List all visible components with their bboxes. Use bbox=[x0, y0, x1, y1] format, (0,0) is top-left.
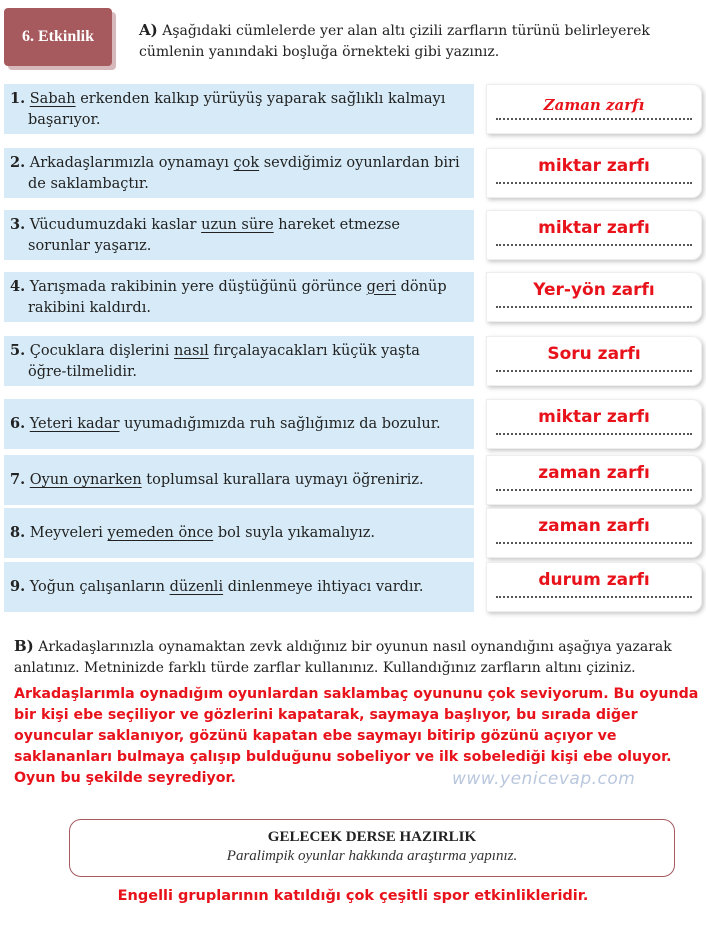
underlined-adverb: çok bbox=[233, 154, 260, 171]
underlined-adverb: geri bbox=[366, 278, 397, 295]
question-text bbox=[10, 413, 441, 435]
question-number: 1. bbox=[10, 89, 26, 107]
underlined-adverb: düzenli bbox=[169, 579, 224, 595]
question-box bbox=[4, 272, 474, 322]
question-text-before: Yarışmada rakibinin yere düştüğünü görünce bbox=[29, 278, 367, 295]
preparation-box bbox=[69, 819, 675, 877]
answer-box bbox=[486, 455, 702, 505]
instruction-a bbox=[139, 20, 701, 63]
answer-box bbox=[486, 84, 702, 134]
question-row bbox=[4, 336, 702, 386]
instruction-a-letter: A) bbox=[139, 21, 158, 39]
answer-text: Soru zarfı bbox=[547, 344, 641, 364]
answer-text: miktar zarfı bbox=[538, 156, 650, 176]
question-box bbox=[4, 399, 474, 449]
question-text-before: Vücudumuzdaki kaslar bbox=[29, 216, 202, 233]
question-text-after: erkenden kalkıp yürüyüş yaparak sağlıklı kalmayı başarıyor. bbox=[28, 90, 446, 128]
dotted-line bbox=[496, 596, 692, 598]
underlined-adverb: nasıl bbox=[174, 342, 209, 359]
question-box bbox=[4, 148, 474, 198]
answer-text: Yer-yön zarfı bbox=[533, 280, 655, 300]
question-number: 7. bbox=[10, 471, 26, 488]
question-text-after: hareket etmezse sorunlar yaşarız. bbox=[28, 216, 400, 254]
answer-text: zaman zarfı bbox=[538, 516, 650, 536]
question-text-after: dinlenmeye ihtiyacı vardır. bbox=[223, 579, 424, 595]
dotted-line bbox=[496, 182, 692, 184]
instruction-b bbox=[14, 636, 704, 679]
question-text-after: fırçalayacakları küçük yaşta öğre-tilmelidir. bbox=[28, 342, 420, 380]
question-text-after: toplumsal kurallara uymayı öğreniriz. bbox=[141, 472, 424, 488]
underlined-adverb: yemeden önce bbox=[107, 525, 214, 541]
question-text bbox=[10, 576, 424, 598]
question-number: 6. bbox=[10, 415, 26, 432]
answer-text: miktar zarfı bbox=[538, 218, 650, 238]
answer-box bbox=[486, 562, 702, 612]
question-number: 3. bbox=[10, 215, 26, 233]
question-number: 2. bbox=[10, 153, 26, 171]
question-row bbox=[4, 455, 702, 505]
question-number: 5. bbox=[10, 341, 26, 359]
question-row bbox=[4, 210, 702, 260]
dotted-line bbox=[496, 370, 692, 372]
question-text-after: sevdiğimiz oyunlardan biri de saklambaçtır. bbox=[28, 154, 460, 192]
answer-box bbox=[486, 508, 702, 558]
dotted-line bbox=[496, 244, 692, 246]
question-text-after: uyumadığımızda ruh sağlığımız da bozulur. bbox=[119, 416, 441, 432]
underlined-adverb: uzun süre bbox=[201, 216, 274, 233]
question-number: 8. bbox=[10, 524, 26, 541]
dotted-line bbox=[496, 542, 692, 544]
answer-box bbox=[486, 272, 702, 322]
question-row bbox=[4, 272, 702, 322]
dotted-line bbox=[496, 489, 692, 491]
answer-box bbox=[486, 148, 702, 198]
dotted-line bbox=[496, 306, 692, 308]
activity-badge-label: 6. Etkinlik bbox=[21, 28, 95, 45]
question-box bbox=[4, 84, 474, 134]
preparation-subtitle: Paralimpik oyunlar hakkında araştırma yapınız. bbox=[226, 848, 518, 864]
question-text bbox=[10, 88, 462, 131]
instruction-b-text: Arkadaşlarınızla oynamaktan zevk aldığınız bir oyunun nasıl oynandığını aşağıya yazarak anlatınız. Metninizde farklı türde zarflar kullanınız. Kullandığınız zarfların altını çiziniz. bbox=[14, 639, 672, 676]
question-box bbox=[4, 562, 474, 612]
underlined-adverb: Oyun oynarken bbox=[29, 472, 142, 488]
question-row bbox=[4, 562, 702, 612]
question-box bbox=[4, 455, 474, 505]
instruction-a-text: Aşağıdaki cümlelerde yer alan altı çizili zarfların türünü belirleyerek cümlenin yanındaki boşluğa örnekteki gibi yazınız. bbox=[139, 23, 650, 60]
answer-box bbox=[486, 336, 702, 386]
question-text bbox=[10, 340, 462, 383]
answer-box bbox=[486, 210, 702, 260]
answer-text: zaman zarfı bbox=[538, 463, 650, 483]
preparation-answer: Engelli gruplarının katıldığı çok çeşitli spor etkinlikleridir. bbox=[117, 888, 589, 904]
question-number: 4. bbox=[10, 277, 26, 295]
question-row bbox=[4, 399, 702, 449]
question-box bbox=[4, 210, 474, 260]
answer-text: Zaman zarfı bbox=[543, 96, 645, 114]
question-text bbox=[10, 469, 424, 491]
question-number: 9. bbox=[10, 578, 26, 595]
question-text bbox=[10, 522, 375, 544]
question-text bbox=[10, 276, 462, 319]
question-box bbox=[4, 336, 474, 386]
dotted-line bbox=[496, 433, 692, 435]
activity-badge bbox=[4, 8, 112, 66]
question-text bbox=[10, 152, 462, 195]
answer-box bbox=[486, 399, 702, 449]
question-text-before: Yoğun çalışanların bbox=[29, 579, 170, 595]
question-row bbox=[4, 508, 702, 558]
preparation-title: GELECEK DERSE HAZIRLIK bbox=[267, 829, 477, 845]
question-row bbox=[4, 148, 702, 198]
underlined-adverb: Yeteri kadar bbox=[29, 416, 120, 432]
answer-b-text: Arkadaşlarımla oynadığım oyunlardan saklambaç oyununu çok seviyorum. Bu oyunda bir kişi ebe seçiliyor ve gözlerini kapatarak, saymaya başlıyor, bu sırada diğer oyuncular saklanıyor, gözünü kapatan ebe saymayı bitirip gözünü açıyor ve saklananları bulmaya çalışıp bulduğunu sobeliyor ve ilk sobelediği kişi ebe oluyor. Oyun bu şekilde seyrediyor. bbox=[14, 686, 699, 786]
answer-text: miktar zarfı bbox=[538, 407, 650, 427]
dotted-line bbox=[496, 118, 692, 120]
question-text-after: bol suyla yıkamalıyız. bbox=[213, 525, 375, 541]
instruction-b-letter: B) bbox=[14, 637, 34, 655]
question-text-after: dönüp rakibini kaldırdı. bbox=[28, 278, 447, 316]
question-text bbox=[10, 214, 462, 257]
question-text-before: Çocuklara dişlerini bbox=[29, 342, 175, 359]
question-text-before: Arkadaşlarımızla oynamayı bbox=[29, 154, 234, 171]
question-text-before: Meyveleri bbox=[29, 525, 108, 541]
question-row bbox=[4, 84, 702, 134]
answer-text: durum zarfı bbox=[538, 570, 650, 590]
question-box bbox=[4, 508, 474, 558]
underlined-adverb: Sabah bbox=[29, 90, 76, 107]
watermark: www.yenicevap.com bbox=[452, 769, 636, 789]
